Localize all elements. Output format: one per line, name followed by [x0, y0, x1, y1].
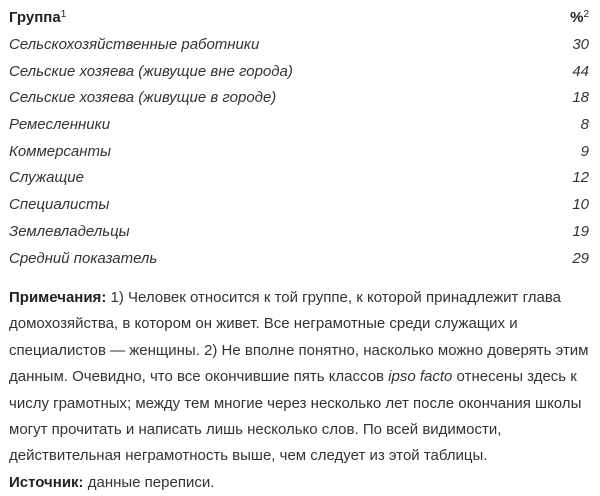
row-group-cell: Ремесленники — [9, 116, 111, 134]
table-row — [9, 112, 589, 139]
group-footnote-marker: 1 — [60, 9, 67, 21]
source-text: данные переписи. — [83, 473, 215, 491]
row-group-cell: Коммерсанты — [9, 142, 112, 160]
notes-text-part1: 1) Человек относится к той группе, к которой принадлежит глава домохозяйства, в котором он живет. Все неграмотные среди служащих и специалистов — женщины. 2) Не вполне понятно, насколько можно доверять этим данным. Очевидно, что все окончившие пять классов — [9, 289, 589, 386]
row-value-cell: 18 — [572, 89, 589, 107]
row-value-cell: 8 — [580, 116, 589, 134]
notes-text-part2: отнесены здесь к числу грамотных; между тем многие через несколько лет после окончания школы могут прочитать и написать лишь несколько слов. По всей видимости, действительная неграмотность выше, чем следует из этой таблицы. — [9, 368, 582, 465]
row-group-cell: Сельские хозяева (живущие вне города) — [9, 62, 293, 80]
notes-label: Примечания: — [9, 289, 107, 306]
source-label: Источник: — [9, 473, 84, 491]
notes-block — [9, 285, 589, 496]
table-row — [9, 85, 589, 112]
table-row — [9, 165, 589, 192]
row-value-cell: 44 — [572, 62, 589, 80]
row-group-cell: Сельские хозяева (живущие в городе) — [9, 89, 277, 107]
column-header-group — [9, 5, 553, 32]
table-row — [9, 138, 589, 165]
table-row — [9, 32, 589, 59]
row-value-cell: 12 — [572, 169, 589, 187]
percent-footnote-marker: 2 — [583, 9, 589, 21]
row-group-cell: Специалисты — [9, 196, 110, 214]
notes-italic-phrase: ipso facto — [388, 368, 453, 386]
row-value-cell: 19 — [572, 222, 589, 240]
row-value-cell: 10 — [572, 196, 589, 214]
table-row — [9, 245, 589, 272]
table-row — [9, 58, 589, 85]
column-header-percent — [553, 5, 589, 32]
table-row — [9, 192, 589, 219]
row-group-cell: Средний показатель — [9, 249, 158, 267]
row-value-cell: 9 — [580, 142, 589, 160]
source-line — [9, 470, 589, 496]
row-group-cell: Землевладельцы — [9, 222, 130, 240]
row-value-cell: 29 — [572, 249, 589, 267]
table-header-row — [9, 5, 589, 32]
column-header-percent-label: % — [570, 9, 584, 27]
table-row — [9, 219, 589, 246]
column-header-group-label: Группа — [9, 9, 61, 27]
notes-paragraph — [9, 285, 589, 470]
row-value-cell: 30 — [572, 36, 589, 54]
row-group-cell: Сельскохозяйственные работники — [9, 36, 260, 54]
data-table — [9, 5, 589, 272]
row-group-cell: Служащие — [9, 169, 84, 187]
